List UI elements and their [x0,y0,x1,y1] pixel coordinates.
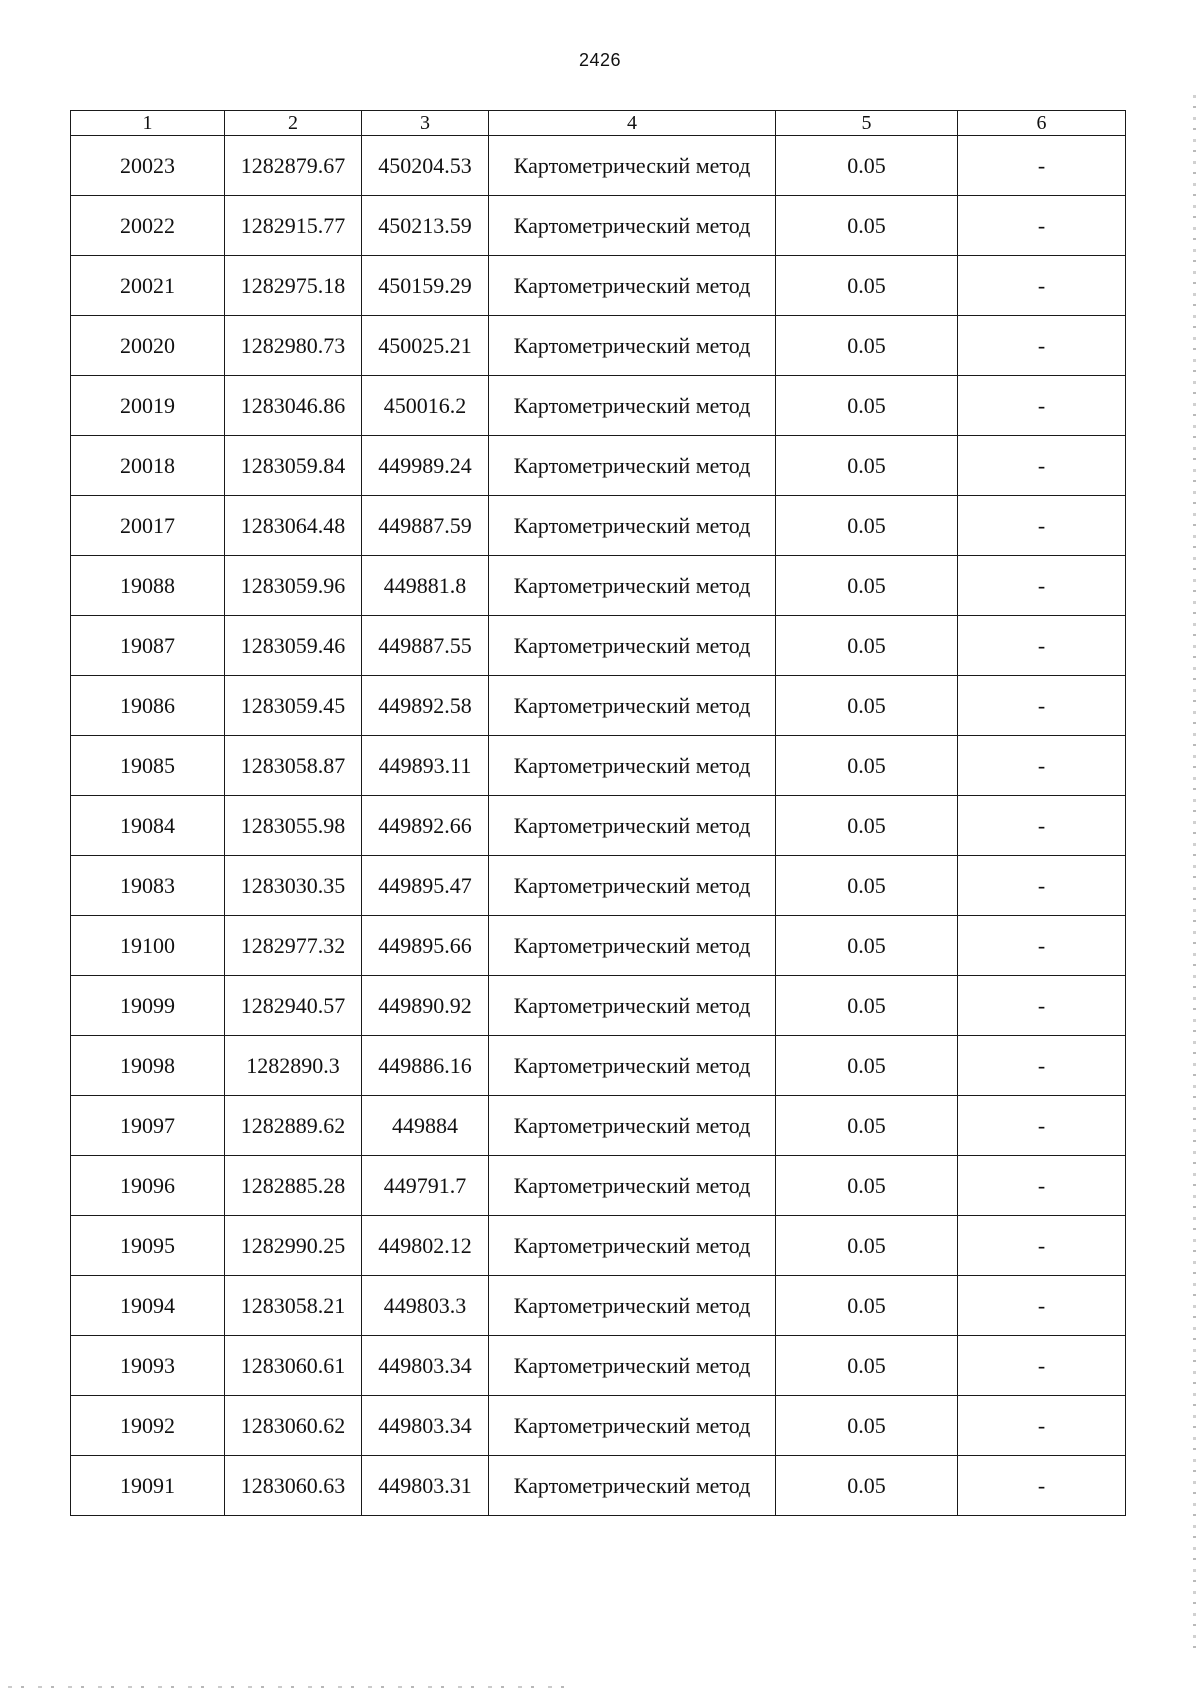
point-number-cell: 19091 [71,1456,225,1516]
method-cell: Картометрический метод [489,1336,776,1396]
method-cell: Картометрический метод [489,1036,776,1096]
x-coordinate-cell: 1282980.73 [225,316,362,376]
note-cell: - [958,316,1126,376]
accuracy-cell: 0.05 [776,136,958,196]
y-coordinate-cell: 449895.47 [362,856,489,916]
page-number: 2426 [578,50,622,70]
method-cell: Картометрический метод [489,196,776,256]
point-number-cell: 19094 [71,1276,225,1336]
scan-edge-noise [1193,95,1196,1655]
point-number-cell: 20022 [71,196,225,256]
header-cell-4: 4 [489,111,776,136]
accuracy-cell: 0.05 [776,1036,958,1096]
accuracy-cell: 0.05 [776,1456,958,1516]
y-coordinate-cell: 449989.24 [362,436,489,496]
y-coordinate-cell: 450159.29 [362,256,489,316]
accuracy-cell: 0.05 [776,676,958,736]
scan-bottom-noise [8,1686,568,1688]
x-coordinate-cell: 1282889.62 [225,1096,362,1156]
point-number-cell: 20021 [71,256,225,316]
table-body [71,136,1126,1516]
point-number-cell: 20023 [71,136,225,196]
table-row [71,916,1126,976]
note-cell: - [958,1336,1126,1396]
note-cell: - [958,976,1126,1036]
x-coordinate-cell: 1282885.28 [225,1156,362,1216]
accuracy-cell: 0.05 [776,616,958,676]
x-coordinate-cell: 1282977.32 [225,916,362,976]
method-cell: Картометрический метод [489,796,776,856]
note-cell: - [958,1096,1126,1156]
table-row [71,136,1126,196]
y-coordinate-cell: 450213.59 [362,196,489,256]
method-cell: Картометрический метод [489,256,776,316]
accuracy-cell: 0.05 [776,256,958,316]
note-cell: - [958,736,1126,796]
accuracy-cell: 0.05 [776,1216,958,1276]
note-cell: - [958,856,1126,916]
y-coordinate-cell: 449803.31 [362,1456,489,1516]
point-number-cell: 19083 [71,856,225,916]
accuracy-cell: 0.05 [776,556,958,616]
y-coordinate-cell: 449803.34 [362,1396,489,1456]
y-coordinate-cell: 449881.8 [362,556,489,616]
table-row [71,256,1126,316]
point-number-cell: 19098 [71,1036,225,1096]
note-cell: - [958,616,1126,676]
note-cell: - [958,196,1126,256]
accuracy-cell: 0.05 [776,1156,958,1216]
table-row [71,1036,1126,1096]
x-coordinate-cell: 1283058.21 [225,1276,362,1336]
note-cell: - [958,1036,1126,1096]
y-coordinate-cell: 449884 [362,1096,489,1156]
method-cell: Картометрический метод [489,1096,776,1156]
note-cell: - [958,796,1126,856]
method-cell: Картометрический метод [489,556,776,616]
accuracy-cell: 0.05 [776,316,958,376]
table-row [71,316,1126,376]
accuracy-cell: 0.05 [776,1336,958,1396]
table-row [71,1216,1126,1276]
note-cell: - [958,256,1126,316]
table-row [71,856,1126,916]
method-cell: Картометрический метод [489,976,776,1036]
x-coordinate-cell: 1283059.46 [225,616,362,676]
x-coordinate-cell: 1283059.96 [225,556,362,616]
x-coordinate-cell: 1283030.35 [225,856,362,916]
x-coordinate-cell: 1283046.86 [225,376,362,436]
table-row [71,1396,1126,1456]
header-cell-3: 3 [362,111,489,136]
x-coordinate-cell: 1283055.98 [225,796,362,856]
point-number-cell: 19092 [71,1396,225,1456]
method-cell: Картометрический метод [489,1396,776,1456]
note-cell: - [958,1276,1126,1336]
point-number-cell: 20020 [71,316,225,376]
method-cell: Картометрический метод [489,916,776,976]
y-coordinate-cell: 449887.59 [362,496,489,556]
accuracy-cell: 0.05 [776,376,958,436]
table-row [71,736,1126,796]
note-cell: - [958,376,1126,436]
method-cell: Картометрический метод [489,856,776,916]
point-number-cell: 19093 [71,1336,225,1396]
accuracy-cell: 0.05 [776,496,958,556]
note-cell: - [958,1216,1126,1276]
y-coordinate-cell: 449791.7 [362,1156,489,1216]
table-row [71,496,1126,556]
header-row [71,111,1126,136]
y-coordinate-cell: 450025.21 [362,316,489,376]
accuracy-cell: 0.05 [776,976,958,1036]
table-row [71,556,1126,616]
y-coordinate-cell: 449890.92 [362,976,489,1036]
x-coordinate-cell: 1282990.25 [225,1216,362,1276]
note-cell: - [958,676,1126,736]
table-row [71,436,1126,496]
note-cell: - [958,1156,1126,1216]
x-coordinate-cell: 1283064.48 [225,496,362,556]
method-cell: Картометрический метод [489,1216,776,1276]
header-cell-2: 2 [225,111,362,136]
note-cell: - [958,916,1126,976]
point-number-cell: 19086 [71,676,225,736]
x-coordinate-cell: 1283060.63 [225,1456,362,1516]
y-coordinate-cell: 449893.11 [362,736,489,796]
method-cell: Картометрический метод [489,676,776,736]
header-cell-1: 1 [71,111,225,136]
point-number-cell: 19096 [71,1156,225,1216]
note-cell: - [958,1396,1126,1456]
point-number-cell: 19099 [71,976,225,1036]
y-coordinate-cell: 450016.2 [362,376,489,436]
note-cell: - [958,556,1126,616]
table-row [71,1456,1126,1516]
point-number-cell: 19100 [71,916,225,976]
table-row [71,1336,1126,1396]
note-cell: - [958,436,1126,496]
note-cell: - [958,136,1126,196]
table-row [71,1096,1126,1156]
point-number-cell: 19088 [71,556,225,616]
y-coordinate-cell: 449886.16 [362,1036,489,1096]
method-cell: Картометрический метод [489,1276,776,1336]
point-number-cell: 19084 [71,796,225,856]
y-coordinate-cell: 449892.66 [362,796,489,856]
table-row [71,616,1126,676]
method-cell: Картометрический метод [489,376,776,436]
y-coordinate-cell: 449892.58 [362,676,489,736]
table-row [71,676,1126,736]
coordinates-table [70,110,1126,1516]
accuracy-cell: 0.05 [776,196,958,256]
method-cell: Картометрический метод [489,436,776,496]
method-cell: Картометрический метод [489,736,776,796]
point-number-cell: 19087 [71,616,225,676]
header-cell-6: 6 [958,111,1126,136]
table-row [71,376,1126,436]
method-cell: Картометрический метод [489,496,776,556]
x-coordinate-cell: 1282940.57 [225,976,362,1036]
point-number-cell: 19095 [71,1216,225,1276]
accuracy-cell: 0.05 [776,1276,958,1336]
accuracy-cell: 0.05 [776,856,958,916]
y-coordinate-cell: 450204.53 [362,136,489,196]
method-cell: Картометрический метод [489,316,776,376]
y-coordinate-cell: 449803.3 [362,1276,489,1336]
accuracy-cell: 0.05 [776,1096,958,1156]
point-number-cell: 19085 [71,736,225,796]
table-row [71,196,1126,256]
table-row [71,796,1126,856]
accuracy-cell: 0.05 [776,916,958,976]
x-coordinate-cell: 1282879.67 [225,136,362,196]
method-cell: Картометрический метод [489,616,776,676]
point-number-cell: 20019 [71,376,225,436]
x-coordinate-cell: 1282915.77 [225,196,362,256]
y-coordinate-cell: 449802.12 [362,1216,489,1276]
x-coordinate-cell: 1282975.18 [225,256,362,316]
table-row [71,976,1126,1036]
accuracy-cell: 0.05 [776,1396,958,1456]
accuracy-cell: 0.05 [776,436,958,496]
x-coordinate-cell: 1282890.3 [225,1036,362,1096]
header-cell-5: 5 [776,111,958,136]
note-cell: - [958,496,1126,556]
accuracy-cell: 0.05 [776,796,958,856]
table-row [71,1156,1126,1216]
x-coordinate-cell: 1283059.45 [225,676,362,736]
table-header [71,111,1126,136]
y-coordinate-cell: 449803.34 [362,1336,489,1396]
point-number-cell: 19097 [71,1096,225,1156]
method-cell: Картометрический метод [489,1156,776,1216]
y-coordinate-cell: 449887.55 [362,616,489,676]
point-number-cell: 20018 [71,436,225,496]
x-coordinate-cell: 1283060.62 [225,1396,362,1456]
method-cell: Картометрический метод [489,1456,776,1516]
x-coordinate-cell: 1283059.84 [225,436,362,496]
y-coordinate-cell: 449895.66 [362,916,489,976]
x-coordinate-cell: 1283060.61 [225,1336,362,1396]
x-coordinate-cell: 1283058.87 [225,736,362,796]
method-cell: Картометрический метод [489,136,776,196]
note-cell: - [958,1456,1126,1516]
point-number-cell: 20017 [71,496,225,556]
table-row [71,1276,1126,1336]
accuracy-cell: 0.05 [776,736,958,796]
